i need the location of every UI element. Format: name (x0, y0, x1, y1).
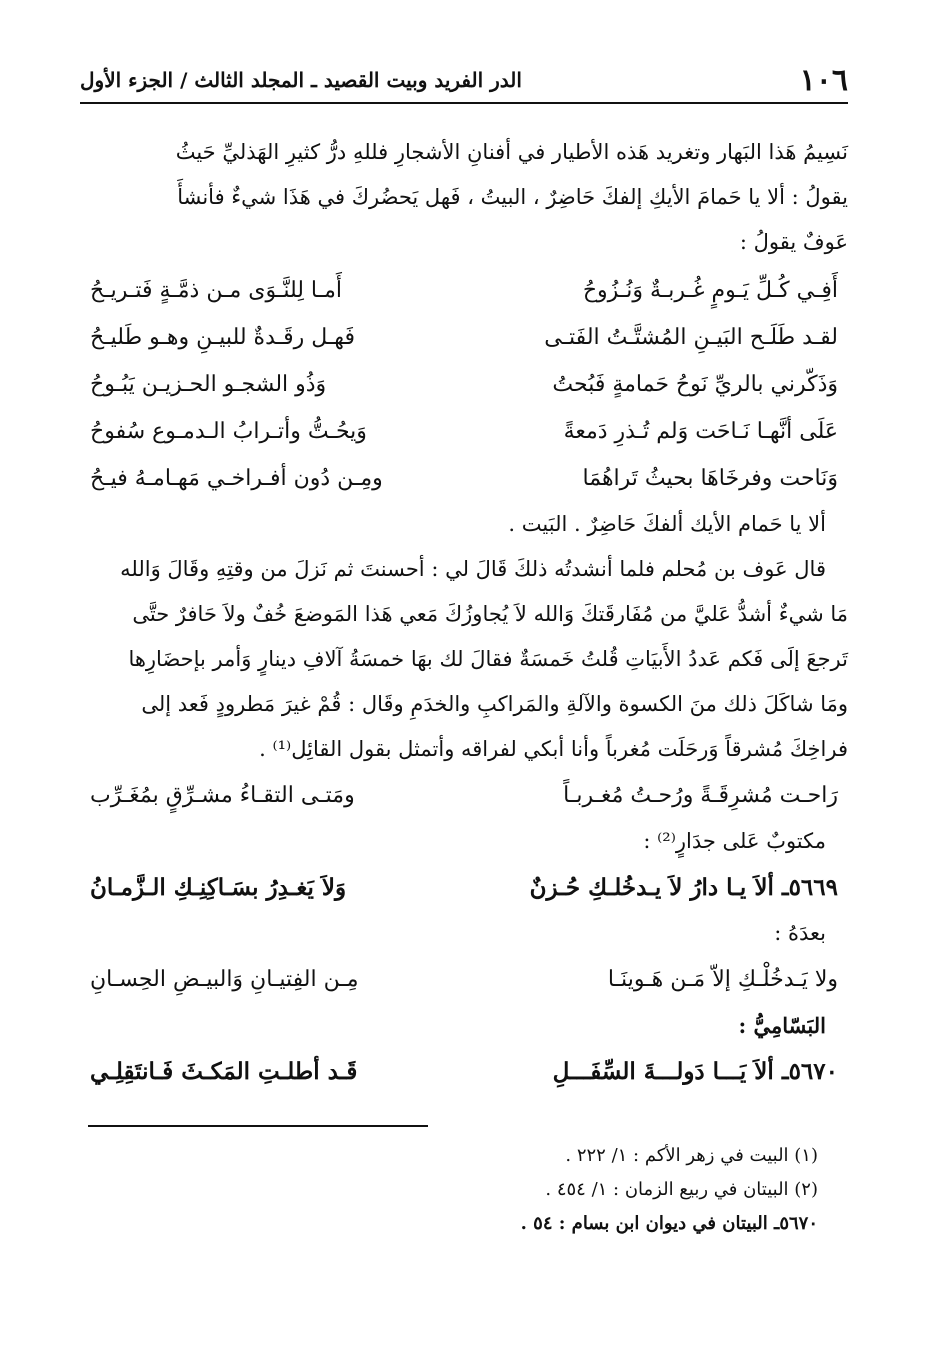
story-line: تَرجعَ إلَى فَكم عَددُ الأَبيَاتِ قُلتُ خَمسَةٌ فقالَ لك بهَا خمسَةُ آلافِ دينارٍ وَأمر بإحضَارِها (128, 647, 848, 671)
second-hemistich: قَـد أطلـتِ المَكـثَ فَـانتَقِلِـي (90, 1058, 358, 1085)
second-hemistich: وَلاَ يَغـدِرُ بسَـاكِنِـكِ الـزَّمـانُ (90, 874, 347, 901)
footnotes (80, 1139, 848, 1241)
poem-block-1 (80, 267, 848, 502)
first-hemistich: وَنَاحت وفرخَاهَا بحيثُ تَراهُمَا (582, 466, 838, 491)
second-hemistich: وَذُو الشجـو الحـزيـن يَبُـوحُ (90, 372, 327, 397)
intro-line: نَسِيمُ هَذا البَهار وتغريد هَذه الأطيار في أفنانِ الأشجارِ فللهِ درُّ كثيرِ الهَذليِّ حَيثُ (175, 140, 848, 164)
poet-name: البَسّامِيُّ : (738, 1013, 826, 1038)
second-hemistich: وَيحُـتُّ وأتـرابُ الـدمـوع سُفوحُ (90, 419, 367, 444)
running-title: الدر الفريد وبيت القصيد ـ المجلد الثالث / الجزء الأول (80, 68, 522, 92)
first-hemistich: أَفِـي كُـلِّ يَـومٍ غُـربـةٌ وَنُـزُوحُ (582, 278, 838, 303)
book-page (80, 58, 848, 1241)
verse-reference-line: ألا يا حَمام الأيك ألفكَ حَاضِرٌ . البَيت . (508, 512, 826, 536)
story-line: ومَا شاكَلَ ذلك منَ الكسوة والآلةِ والمَراكبِ والخدَمِ وقَال : قُمْ غيرَ مَطرودٍ فَعد إلى (141, 692, 848, 716)
second-hemistich: أَمـا لِلنَّـوَى مـن ذمَّـةٍ فَتـريـحُ (90, 278, 342, 303)
story-line: قال عَوف بن مُحلم فلما أنشدتُه ذلكَ قَالَ لي : أحسنتَ ثم نَزلَ من وقتِهِ وقَالَ وَالله (120, 557, 826, 581)
page-header (80, 58, 848, 104)
first-hemistich: لقـد طَلَـح البَيـنِ المُشتَّـتُ الفَتـى (544, 325, 838, 350)
verse-line (80, 361, 848, 408)
story-line: فراخِكَ مُشرقاً وَرحَلَت مُغرباً وأنا أبكي لفراقه وأتمثل بقول القائِل⁽¹⁾ . (259, 737, 848, 761)
numbered-verse-5669 (80, 864, 848, 911)
first-hemistich: عَلَى أنَّهـا نَـاحَت وَلم تُـذرِ دَمعةً (563, 419, 838, 444)
footnote-2: (٢) البيتان في ربيع الزمان : ١/ ٤٥٤ . (545, 1179, 818, 1200)
second-hemistich: ومِـن دُون أفـراخـي مَهـامـهُ فيـحُ (90, 466, 383, 491)
first-hemistich: وَذَكّرني بالريِّ نَوحُ حَمامةٍ فَبُحتُ (552, 372, 838, 397)
second-hemistich: مِـن الفِتيـانِ وَالبيـضِ الحِسـانِ (90, 967, 359, 992)
verse-line (80, 956, 848, 1003)
intro-line: يقولُ : ألا يا حَمامَ الأيكِ إلفكَ حَاضِرٌ ، البيتُ ، فَهل يَحضُركَ في هَذَا شيءٌ فأنشأَ (177, 185, 848, 209)
verse-line (80, 314, 848, 361)
verse-line (80, 772, 848, 819)
second-hemistich: فَهـل رقَـدةٌ للبيـنِ وهـو طَليـحُ (90, 325, 355, 350)
verse-line (80, 267, 848, 314)
first-hemistich: ٥٦٧٠ـ ألاَ يَـــا دَولـــةَ السِّفَـــلِ (552, 1058, 838, 1085)
first-hemistich: ٥٦٦٩ـ ألاَ يـا دارُ لاَ يـدخُلـكِ حُـزنٌ (529, 874, 838, 901)
page-number: ١٠٦ (799, 62, 848, 98)
verse-line (80, 455, 848, 502)
numbered-verse-5670 (80, 1048, 848, 1095)
second-hemistich: ومَتـى التقـاءُ مشـرِّقٍ بمُغَـرِّب (90, 783, 355, 808)
story-line: مَا شيءٌ أشدُّ عَليَّ من مُفَارقَتكَ وَالله لاَ يُجاوزُكَ مَعي هَذا المَوضعَ خُفٌ ولاَ حَافرٌ حتَّى (132, 602, 848, 626)
intro-line: عَوفٌ يقولُ : (739, 230, 848, 254)
footnote-1: (١) البيت في زهر الأكم : ١/ ٢٢٢ . (565, 1145, 818, 1166)
after-label: بعدَهُ : (774, 921, 826, 945)
footnote-5670: ٥٦٧٠ـ البيتان في ديوان ابن بسام : ٥٤ . (520, 1213, 818, 1234)
verse-line (80, 408, 848, 455)
inscription-intro: مكتوبٌ عَلى جدَارٍ⁽²⁾ : (643, 829, 826, 853)
first-hemistich: ولا يَـدخُلْـكِ إلاّ مَـن هَـوينَـا (607, 967, 838, 992)
footnote-divider (88, 1125, 428, 1127)
first-hemistich: رَاحـت مُشرِقَـةً ورُحـتُ مُغـربـاً (563, 783, 838, 808)
